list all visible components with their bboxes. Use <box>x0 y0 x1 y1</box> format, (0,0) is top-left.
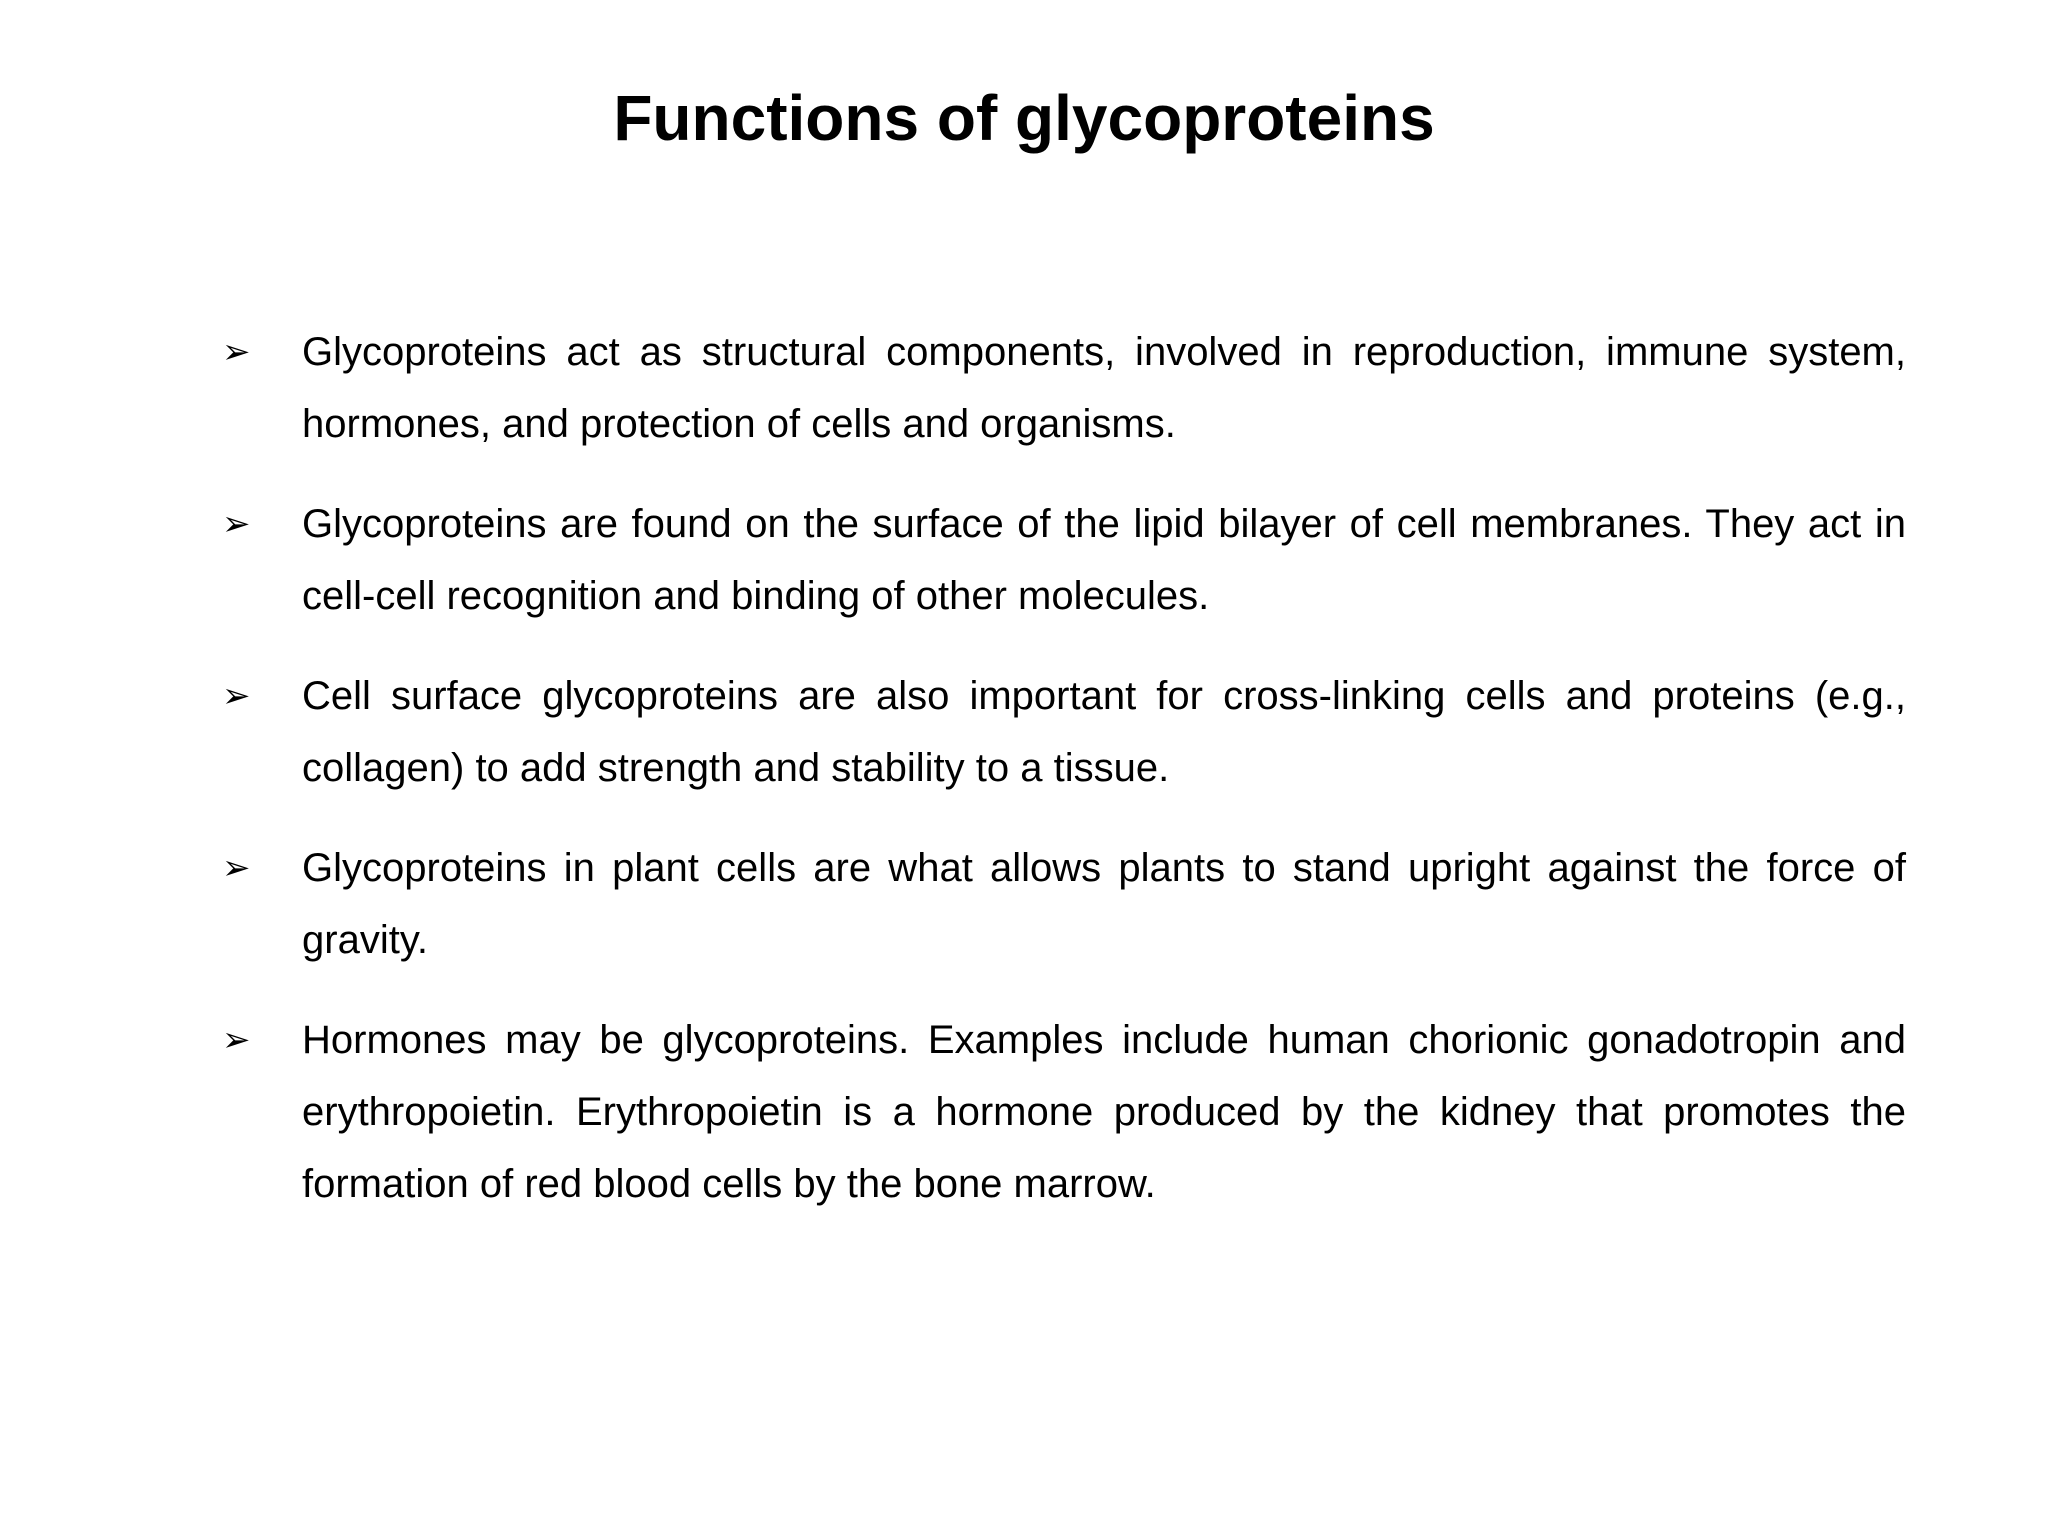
list-item <box>222 832 1906 976</box>
bullet-text: Glycoproteins act as structural components, involved in reproduction, immune system, hormones, and protection of cells and organisms. <box>302 330 1906 446</box>
bullet-text: Cell surface glycoproteins are also important for cross-linking cells and proteins (e.g., collagen) to add strength and stability to a tissue. <box>302 674 1906 790</box>
arrowhead-bullet-icon: ➢ <box>222 1020 251 1060</box>
bullet-text: Hormones may be glycoproteins. Examples include human chorionic gonadotropin and erythropoietin. Erythropoietin is a hormone produced by the kidney that promotes the formation of red blood cells by the bone marrow. <box>302 1018 1906 1206</box>
slide-title: Functions of glycoproteins <box>613 82 1435 154</box>
bullet-text: Glycoproteins are found on the surface of the lipid bilayer of cell membranes. They act in cell-cell recognition and binding of other molecules. <box>302 502 1906 618</box>
arrowhead-bullet-icon: ➢ <box>222 676 251 716</box>
bullet-list <box>222 316 1906 1248</box>
arrowhead-bullet-icon: ➢ <box>222 504 251 544</box>
list-item <box>222 488 1906 632</box>
list-item <box>222 660 1906 804</box>
bullet-text: Glycoproteins in plant cells are what allows plants to stand upright against the force of gravity. <box>302 846 1906 962</box>
list-item <box>222 1004 1906 1220</box>
list-item <box>222 316 1906 460</box>
arrowhead-bullet-icon: ➢ <box>222 848 251 888</box>
arrowhead-bullet-icon: ➢ <box>222 332 251 372</box>
